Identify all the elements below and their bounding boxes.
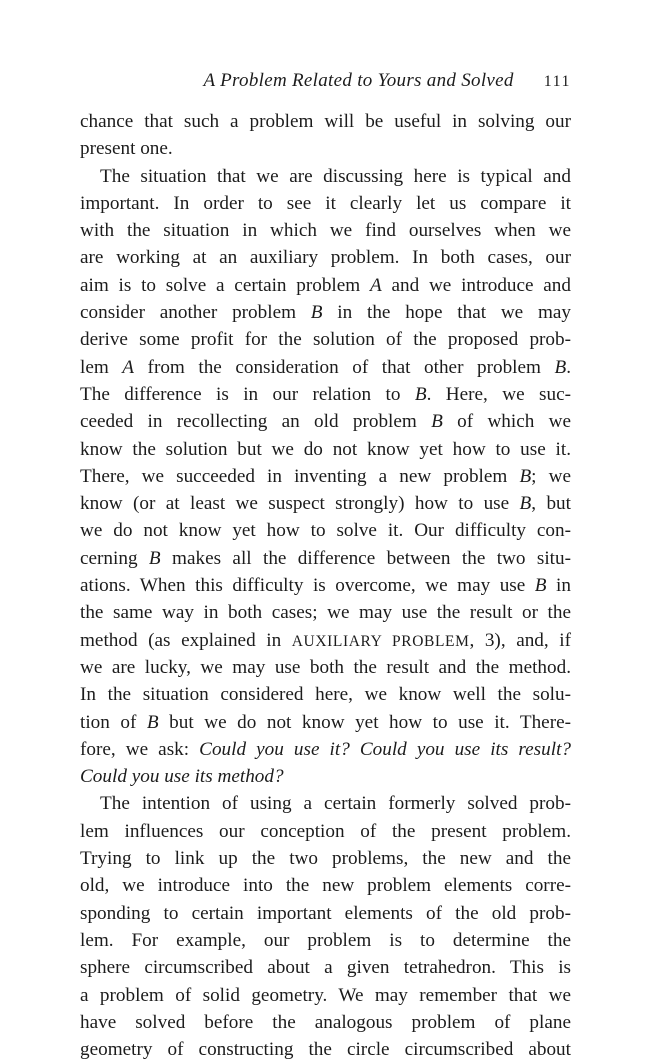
text-line: old, we introduce into the new problem elements corre-: [80, 875, 571, 897]
cross-reference: AUXILIARY PROBLEM: [291, 632, 470, 650]
text-line: The intention of using a certain formerly solved prob-: [100, 793, 571, 815]
text-line: lem influences our conception of the present problem.: [80, 820, 571, 842]
book-page: [80, 70, 571, 1063]
chapter-title: A Problem Related to Yours and Solved: [203, 70, 514, 91]
text-line: lem A from the consideration of that other problem B.: [80, 356, 571, 378]
text-line: fore, we ask: Could you use it? Could you use its result?: [80, 738, 571, 760]
text-line: we do not know yet how to solve it. Our difficulty con-: [80, 520, 571, 542]
text-line: Trying to link up the two problems, the new and the: [80, 848, 571, 870]
running-head: [80, 70, 571, 100]
text-line: important. In order to see it clearly let us compare it: [80, 192, 571, 214]
text-line: chance that such a problem will be useful in solving our: [80, 111, 571, 132]
text-line: present one.: [80, 138, 173, 160]
text-line: geometry of constructing the circle circumscribed about: [80, 1039, 571, 1061]
text-line: are working at an auxiliary problem. In both cases, our: [80, 247, 571, 269]
text-line: the same way in both cases; we may use the result or the: [80, 602, 571, 624]
text-line: we are lucky, we may use both the result and the method.: [80, 656, 571, 678]
key-question: Could you use it? Could you use its result?: [199, 738, 571, 760]
page-number: 111: [543, 73, 571, 90]
body-text: [80, 108, 571, 1063]
text-line: [80, 763, 571, 790]
text-line: ceeded in recollecting an old problem B of which we: [80, 411, 572, 433]
text-line: have solved before the analogous problem of plane: [80, 1011, 571, 1033]
text-line: sphere circumscribed about a given tetrahedron. This is: [80, 957, 571, 979]
text-line: know the solution but we do not know yet how to use it.: [80, 438, 571, 460]
text-line: with the situation in which we find ourselves when we: [80, 220, 571, 242]
text-line: cerning B makes all the difference between the two situ-: [80, 547, 571, 569]
text-line: The situation that we are discussing here is typical and: [100, 165, 571, 187]
text-line: method (as explained in AUXILIARY PROBLEM, 3), and, if: [80, 629, 571, 651]
text-line: ations. When this difficulty is overcome, we may use B in: [80, 575, 571, 597]
text-line: tion of B but we do not know yet how to use it. There-: [80, 711, 571, 733]
text-line: sponding to certain important elements of the old prob-: [80, 902, 571, 924]
text-line: There, we succeeded in inventing a new problem B; we: [80, 465, 571, 487]
text-line: lem. For example, our problem is to determine the: [80, 929, 571, 951]
text-line: In the situation considered here, we know well the solu-: [80, 684, 571, 706]
text-line: aim is to solve a certain problem A and we introduce and: [80, 274, 571, 296]
text-line: know (or at least we suspect strongly) how to use B, but: [80, 493, 571, 515]
text-line: derive some profit for the solution of the proposed prob-: [80, 329, 571, 351]
text-line: consider another problem B in the hope that we may: [80, 302, 571, 324]
key-question: Could you use its method?: [80, 766, 284, 788]
text-line: The difference is in our relation to B. Here, we suc-: [80, 383, 571, 405]
text-line: a problem of solid geometry. We may remember that we: [80, 984, 571, 1006]
